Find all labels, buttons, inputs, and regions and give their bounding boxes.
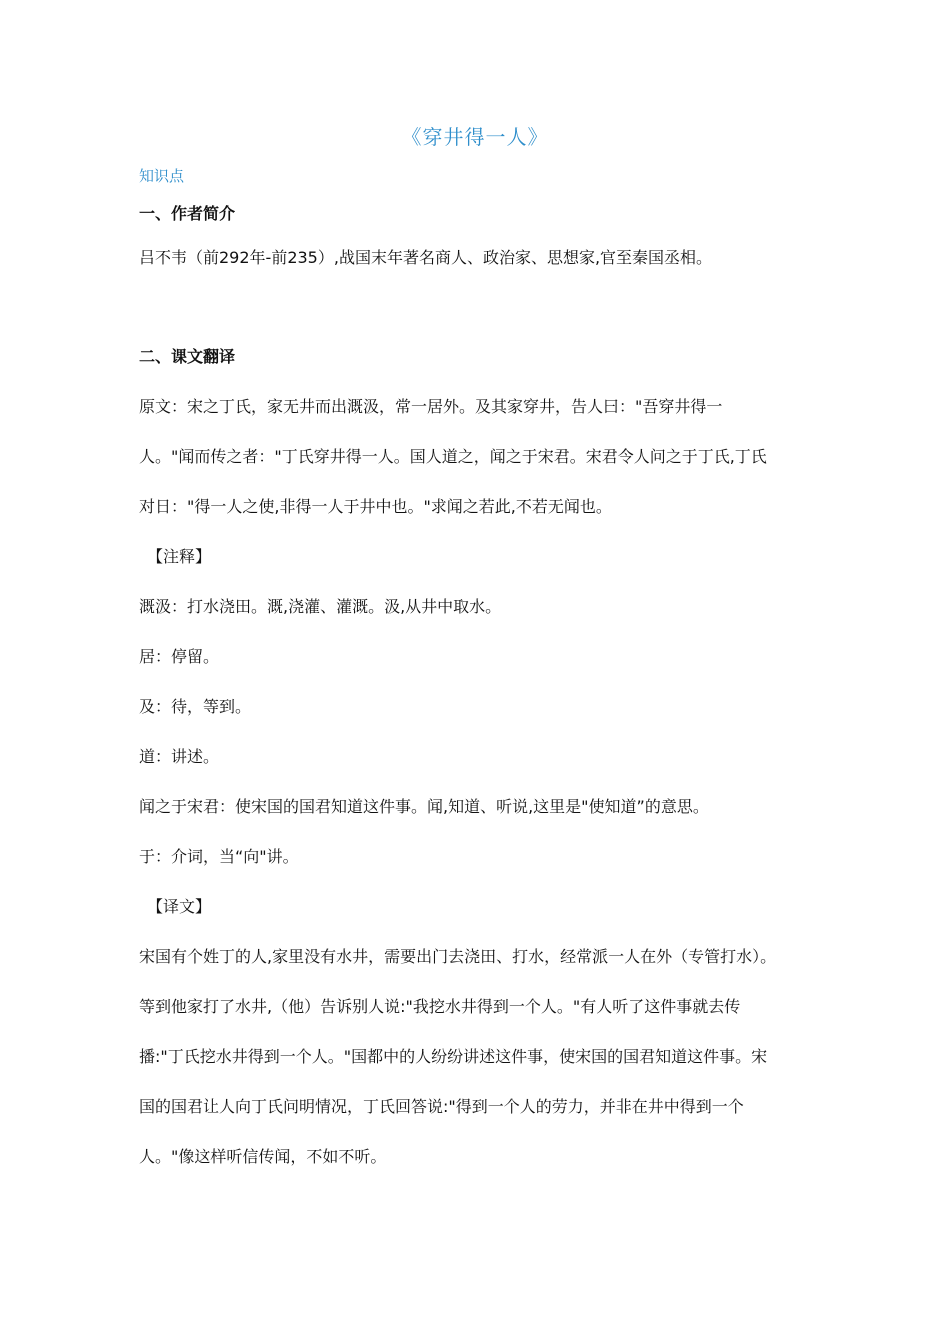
translation-line: 国的国君让人向丁氏问明情况，丁氏回答说:"得到一个人的劳力，并非在井中得到一个 — [139, 1097, 744, 1116]
translation-heading: 【译文】 — [147, 897, 212, 916]
section-heading-translation: 二、课文翻译 — [139, 347, 236, 366]
note-item: 闻之于宋君：使宋国的国君知道这件事。闻,知道、听说,这里是"使知道”的意思。 — [139, 797, 709, 816]
knowledge-points-label: 知识点 — [139, 167, 185, 185]
note-item: 溉汲：打水浇田。溉,浇灌、灌溉。汲,从井中取水。 — [139, 597, 502, 616]
note-item: 于：介词，当“向"讲。 — [139, 847, 299, 866]
translation-line: 播:"丁氏挖水井得到一个人。"国都中的人纷纷讲述这件事，使宋国的国君知道这件事。宋 — [139, 1047, 768, 1066]
translation-line: 宋国有个姓丁的人,家里没有水井，需要出门去浇田、打水，经常派一人在外（专管打水）。 — [139, 947, 777, 966]
note-item: 居：停留。 — [139, 647, 220, 666]
note-item: 道：讲述。 — [139, 747, 220, 766]
section-heading-author: 一、作者简介 — [139, 204, 236, 223]
original-text-line: 对日："得一人之使,非得一人于井中也。"求闻之若此,不若无闻也。 — [139, 497, 612, 516]
author-intro-text: 吕不韦（前292年-前235）,战国末年著名商人、政治家、思想家,官至秦国丞相。 — [139, 248, 713, 267]
original-text-line: 人。"闻而传之者："丁氏穿井得一人。国人道之，闻之于宋君。宋君令人问之于丁氏,丁氏 — [139, 447, 767, 466]
translation-line: 人。"像这样听信传闻，不如不听。 — [139, 1147, 387, 1166]
notes-heading: 【注释】 — [147, 547, 212, 566]
original-text-line: 原文：宋之丁氏，家无井而出溉汲，常一居外。及其家穿井，告人曰："吾穿井得一 — [139, 397, 723, 416]
translation-line: 等到他家打了水井,（他）告诉别人说:"我挖水井得到一个人。"有人听了这件事就去传 — [139, 997, 741, 1016]
note-item: 及：待，等到。 — [139, 697, 252, 716]
page-title: 《穿井得一人》 — [401, 125, 549, 149]
